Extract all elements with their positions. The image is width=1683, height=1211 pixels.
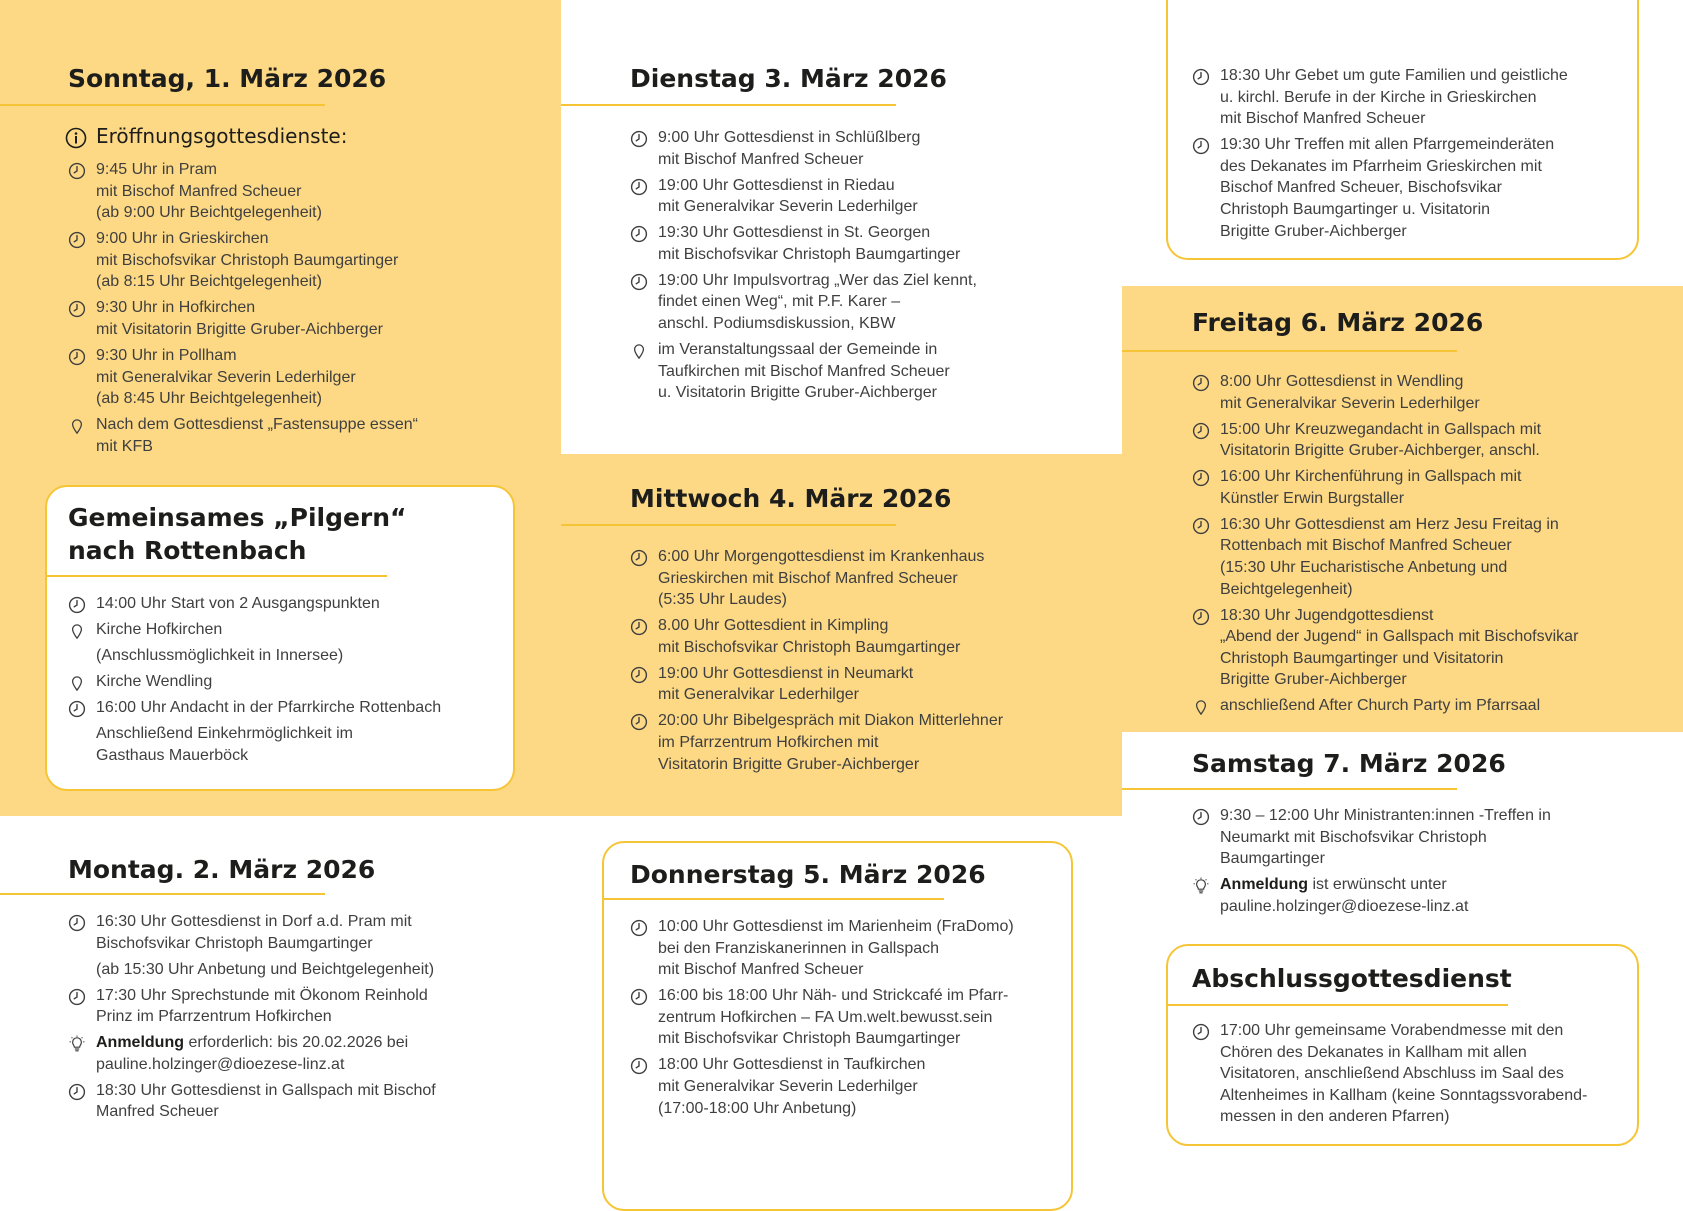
item-line: mit Generalvikar Severin Lederhilger xyxy=(658,1077,918,1095)
item-line: Künstler Erwin Burgstaller xyxy=(1220,489,1405,507)
item-line: u. kirchl. Berufe in der Kirche in Grieskirchen xyxy=(1220,88,1537,106)
saturday-section xyxy=(1192,747,1506,780)
friday-title: Freitag 6. März 2026 xyxy=(1192,308,1484,337)
list-item xyxy=(68,645,441,667)
item-line: Neumarkt mit Bischofsvikar Christoph xyxy=(1220,828,1487,846)
item-line xyxy=(1220,874,1551,896)
list-item xyxy=(1192,695,1578,717)
item-line: Manfred Scheuer xyxy=(96,1103,219,1121)
friday-title-underline xyxy=(1122,350,1457,352)
item-line: 9:30 – 12:00 Uhr Ministranten:innen -Treffen in xyxy=(1220,807,1551,824)
item-line: 19:00 Uhr Gottesdienst in Neumarkt xyxy=(658,664,914,682)
item-line: 16:00 bis 18:00 Uhr Näh- und Strickcafé im Pfarr- xyxy=(658,987,1009,1005)
list-item xyxy=(68,297,418,340)
list-item xyxy=(1192,371,1578,414)
list-item xyxy=(1192,805,1551,870)
clock-icon xyxy=(68,988,86,1006)
closing-section xyxy=(1192,962,1512,995)
thursday-evening-list xyxy=(1192,65,1568,247)
item-line: 20:00 Uhr Bibelgespräch mit Diakon Mitterlehner xyxy=(658,712,1004,730)
clock-icon xyxy=(1192,374,1210,392)
thursday-title-underline xyxy=(604,898,944,900)
item-line: 9:30 Uhr in Hofkirchen xyxy=(96,299,256,317)
item-line: 9:45 Uhr in Pram xyxy=(96,161,217,178)
item-line: mit KFB xyxy=(96,437,153,455)
item-line: (5:35 Uhr Laudes) xyxy=(658,591,787,609)
item-line: Altenheimes in Kallham (keine Sonntagssvorabend- xyxy=(1220,1086,1588,1104)
item-line: anschließend After Church Party im Pfarrsaal xyxy=(1220,697,1541,715)
item-line: 17:00 Uhr gemeinsame Vorabendmesse mit den xyxy=(1220,1022,1564,1039)
sunday-title: Sonntag, 1. März 2026 xyxy=(68,64,387,93)
item-line: mit Generalvikar Severin Lederhilger xyxy=(658,198,918,216)
item-line: 9:00 Uhr in Grieskirchen xyxy=(96,230,269,248)
clock-icon xyxy=(1192,469,1210,487)
clock-icon xyxy=(630,225,648,243)
item-line: pauline.holzinger@dioezese-linz.at xyxy=(1220,897,1469,915)
saturday-title: Samstag 7. März 2026 xyxy=(1192,749,1506,778)
wednesday-title-underline xyxy=(561,524,896,526)
lightbulb-icon xyxy=(1192,877,1210,895)
item-line: messen in den anderen Pfarren) xyxy=(1220,1108,1450,1126)
item-line: pauline.holzinger@dioezese-linz.at xyxy=(96,1055,345,1073)
item-line: Brigitte Gruber-Aichberger xyxy=(1220,671,1407,689)
monday-section xyxy=(68,853,375,886)
saturday-list xyxy=(1192,805,1551,922)
item-line: des Dekanates im Pfarrheim Grieskirchen mit xyxy=(1220,157,1542,175)
item-line: 18:00 Uhr Gottesdienst in Taufkirchen xyxy=(658,1056,926,1074)
item-line: 18:30 Uhr Gottesdienst in Gallspach mit Bischof xyxy=(96,1081,436,1099)
item-line: Rottenbach mit Bischof Manfred Scheuer xyxy=(1220,537,1512,555)
item-line: 19:00 Uhr Impulsvortrag „Wer das Ziel kennt, xyxy=(658,271,977,289)
pilgrimage-title-line1: Gemeinsames „Pilgern“ xyxy=(68,503,407,532)
clock-icon xyxy=(630,273,648,291)
item-line: (ab 8:15 Uhr Beichtgelegenheit) xyxy=(96,273,322,291)
sunday-title-underline xyxy=(0,104,325,106)
clock-icon xyxy=(68,162,86,180)
list-item xyxy=(630,270,977,335)
clock-icon xyxy=(68,1083,86,1101)
item-line: 17:30 Uhr Sprechstunde mit Ökonom Reinhold xyxy=(96,986,428,1004)
item-line: 8:00 Uhr Gottesdienst in Wendling xyxy=(1220,373,1464,390)
clock-icon xyxy=(630,988,648,1006)
item-line: findet einen Weg“, mit P.F. Karer – xyxy=(658,293,901,311)
pilgrimage-list xyxy=(68,593,441,771)
thursday-section xyxy=(630,858,986,891)
clock-icon xyxy=(1192,808,1210,826)
wednesday-title: Mittwoch 4. März 2026 xyxy=(630,484,952,513)
friday-section xyxy=(1192,306,1483,339)
item-line: Grieskirchen mit Bischof Manfred Scheuer xyxy=(658,569,958,587)
item-line: Anschließend Einkehrmöglichkeit im xyxy=(96,724,353,742)
item-line: Chören des Dekanates in Kallham mit allen xyxy=(1220,1043,1527,1061)
sunday-info xyxy=(68,122,347,150)
clock-icon xyxy=(68,231,86,249)
list-item xyxy=(630,663,1003,706)
item-line: mit Bischofsvikar Christoph Baumgartinger xyxy=(658,638,961,656)
item-line: 19:00 Uhr Gottesdienst in Riedau xyxy=(658,176,895,194)
item-line: im Veranstaltungssaal der Gemeinde in xyxy=(658,340,938,358)
item-line: Christoph Baumgartinger u. Visitatorin xyxy=(1220,200,1491,218)
item-line: mit Bischofsvikar Christoph Baumgartinger xyxy=(658,1030,961,1048)
item-line-rest: erforderlich: bis 20.02.2026 bei xyxy=(184,1034,409,1052)
location-pin-icon xyxy=(68,674,86,692)
list-item xyxy=(630,985,1014,1050)
item-line: 18:30 Uhr Gebet um gute Familien und geistliche xyxy=(1220,67,1568,84)
item-line: „Abend der Jugend“ in Gallspach mit Bischofsvikar xyxy=(1220,628,1579,646)
item-line: 10:00 Uhr Gottesdienst im Marienheim (FraDomo) xyxy=(658,918,1014,935)
wednesday-list xyxy=(630,546,1003,780)
list-item xyxy=(68,697,441,719)
clock-icon xyxy=(68,300,86,318)
item-line: (15:30 Uhr Eucharistische Anbetung und xyxy=(1220,558,1508,576)
item-line: (Anschlussmöglichkeit in Innersee) xyxy=(96,646,344,664)
list-item xyxy=(1192,419,1578,462)
item-line: mit Generalvikar Severin Lederhilger xyxy=(96,368,356,386)
thursday-title: Donnerstag 5. März 2026 xyxy=(630,860,986,889)
list-item xyxy=(1192,134,1568,242)
tuesday-list xyxy=(630,127,977,408)
clock-icon xyxy=(68,700,86,718)
item-line: mit Bischof Manfred Scheuer xyxy=(1220,110,1426,128)
item-line: Brigitte Gruber-Aichberger xyxy=(1220,222,1407,240)
item-line: zentrum Hofkirchen – FA Um.welt.bewusst.sein xyxy=(658,1008,993,1026)
clock-icon xyxy=(630,178,648,196)
item-line: 9:00 Uhr Gottesdienst in Schlüßlberg xyxy=(658,129,921,146)
location-pin-icon xyxy=(68,622,86,640)
item-bold-label: Anmeldung xyxy=(96,1034,184,1052)
item-line: 16:00 Uhr Kirchenführung in Gallspach mit xyxy=(1220,468,1522,486)
list-item xyxy=(1192,605,1578,691)
wednesday-section xyxy=(630,482,951,515)
item-line: mit Visitatorin Brigitte Gruber-Aichberger xyxy=(96,320,383,338)
list-item xyxy=(1192,1020,1587,1128)
item-line: 9:30 Uhr in Pollham xyxy=(96,346,237,364)
sunday-list xyxy=(68,159,418,462)
saturday-title-underline xyxy=(1122,788,1457,790)
monday-title: Montag. 2. März 2026 xyxy=(68,855,376,884)
list-item xyxy=(68,1080,436,1123)
list-item xyxy=(630,710,1003,775)
item-line: 6:00 Uhr Morgengottesdienst im Krankenhaus xyxy=(658,548,985,565)
list-item xyxy=(68,414,418,457)
list-item xyxy=(630,916,1014,981)
item-line: Prinz im Pfarrzentrum Hofkirchen xyxy=(96,1008,332,1026)
list-item xyxy=(68,159,418,224)
item-line: mit Bischof Manfred Scheuer xyxy=(658,150,864,168)
item-line xyxy=(96,1032,436,1054)
thursday-list xyxy=(630,916,1014,1124)
list-item xyxy=(68,345,418,410)
list-item xyxy=(68,619,441,641)
item-line: (17:00-18:00 Uhr Anbetung) xyxy=(658,1099,857,1117)
pilgrimage-title-line2: nach Rottenbach xyxy=(68,536,307,565)
item-line: Baumgartinger xyxy=(1220,850,1325,868)
item-line: 16:00 Uhr Andacht in der Pfarrkirche Rottenbach xyxy=(96,698,442,716)
clock-icon xyxy=(630,666,648,684)
info-icon xyxy=(65,127,87,149)
list-item xyxy=(68,723,441,766)
list-item xyxy=(1192,874,1551,917)
item-line: Beichtgelegenheit) xyxy=(1220,580,1353,598)
clock-icon xyxy=(630,130,648,148)
item-line: 8.00 Uhr Gottesdient in Kimpling xyxy=(658,617,889,635)
pilgrimage-section xyxy=(68,501,407,567)
location-pin-icon xyxy=(630,342,648,360)
list-item xyxy=(68,911,436,954)
item-line: 19:30 Uhr Treffen mit allen Pfarrgemeinderäten xyxy=(1220,136,1555,154)
item-line: (ab 15:30 Uhr Anbetung und Beichtgelegenheit) xyxy=(96,960,435,978)
clock-icon xyxy=(1192,517,1210,535)
item-line: 18:30 Uhr Jugendgottesdienst xyxy=(1220,606,1434,624)
item-line: u. Visitatorin Brigitte Gruber-Aichberger xyxy=(658,384,937,402)
list-item xyxy=(630,339,977,404)
item-line: 16:30 Uhr Gottesdienst in Dorf a.d. Pram mit xyxy=(96,913,412,930)
closing-list xyxy=(1192,1020,1587,1132)
list-item xyxy=(1192,514,1578,600)
list-item xyxy=(68,593,441,615)
monday-title-underline xyxy=(0,893,325,895)
clock-icon xyxy=(1192,1023,1210,1041)
list-item xyxy=(68,985,436,1028)
item-line: mit Bischofsvikar Christoph Baumgartinger xyxy=(658,245,961,263)
clock-icon xyxy=(1192,608,1210,626)
clock-icon xyxy=(630,549,648,567)
item-line: Bischof Manfred Scheuer, Bischofsvikar xyxy=(1220,179,1502,197)
list-item xyxy=(68,671,441,693)
clock-icon xyxy=(630,618,648,636)
list-item xyxy=(630,615,1003,658)
clock-icon xyxy=(630,1057,648,1075)
tuesday-title-underline xyxy=(561,104,896,106)
clock-icon xyxy=(1192,68,1210,86)
item-line: Gasthaus Mauerböck xyxy=(96,746,249,764)
clock-icon xyxy=(630,919,648,937)
item-line: 14:00 Uhr Start von 2 Ausgangspunkten xyxy=(96,595,380,612)
sunday-info-heading: Eröffnungsgottesdienste: xyxy=(96,124,348,148)
clock-icon xyxy=(68,596,86,614)
sunday-section xyxy=(68,62,386,95)
item-line: mit Bischofsvikar Christoph Baumgartinger xyxy=(96,251,399,269)
pilgrimage-title-underline xyxy=(47,575,387,577)
item-line: Visitatorin Brigitte Gruber-Aichberger xyxy=(658,755,920,773)
tuesday-title: Dienstag 3. März 2026 xyxy=(630,64,947,93)
list-item xyxy=(630,1054,1014,1119)
location-pin-icon xyxy=(68,417,86,435)
item-line: im Pfarrzentrum Hofkirchen mit xyxy=(658,733,879,751)
closing-title: Abschlussgottesdienst xyxy=(1192,964,1512,993)
item-line-rest: ist erwünscht unter xyxy=(1308,876,1447,894)
item-line: 15:00 Uhr Kreuzwegandacht in Gallspach mit xyxy=(1220,420,1542,438)
item-line: mit Generalvikar Lederhilger xyxy=(658,686,859,704)
item-line: mit Bischof Manfred Scheuer xyxy=(658,961,864,979)
item-line: (ab 9:00 Uhr Beichtgelegenheit) xyxy=(96,204,322,222)
clock-icon xyxy=(1192,422,1210,440)
clock-icon xyxy=(68,914,86,932)
item-line: anschl. Podiumsdiskussion, KBW xyxy=(658,314,896,332)
item-line: Bischofsvikar Christoph Baumgartinger xyxy=(96,934,373,952)
list-item xyxy=(630,175,977,218)
list-item xyxy=(68,1032,436,1075)
item-line: 19:30 Uhr Gottesdienst in St. Georgen xyxy=(658,224,931,242)
list-item xyxy=(1192,466,1578,509)
list-item xyxy=(68,959,436,981)
item-line: Christoph Baumgartinger und Visitatorin xyxy=(1220,649,1504,667)
item-line: Visitatoren, anschließend Abschluss im Saal des xyxy=(1220,1065,1564,1083)
item-line: Kirche Wendling xyxy=(96,672,213,690)
item-line: mit Generalvikar Severin Lederhilger xyxy=(1220,394,1480,412)
item-line: 16:30 Uhr Gottesdienst am Herz Jesu Freitag in xyxy=(1220,515,1559,533)
location-pin-icon xyxy=(1192,698,1210,716)
friday-list xyxy=(1192,371,1578,721)
item-line: Taufkirchen mit Bischof Manfred Scheuer xyxy=(658,362,950,380)
list-item xyxy=(68,228,418,293)
clock-icon xyxy=(68,348,86,366)
item-line: (ab 8:45 Uhr Beichtgelegenheit) xyxy=(96,390,322,408)
item-line: mit Bischof Manfred Scheuer xyxy=(96,182,302,200)
clock-icon xyxy=(630,713,648,731)
item-line: bei den Franziskanerinnen in Gallspach xyxy=(658,939,940,957)
list-item xyxy=(630,546,1003,611)
item-line: Nach dem Gottesdienst „Fastensuppe essen“ xyxy=(96,416,418,434)
item-bold-label: Anmeldung xyxy=(1220,876,1308,894)
tuesday-section xyxy=(630,62,947,95)
list-item xyxy=(630,222,977,265)
clock-icon xyxy=(1192,137,1210,155)
item-line: Kirche Hofkirchen xyxy=(96,620,223,638)
list-item xyxy=(1192,65,1568,130)
item-line: Visitatorin Brigitte Gruber-Aichberger, anschl. xyxy=(1220,442,1540,460)
closing-title-underline xyxy=(1168,1004,1508,1006)
monday-list xyxy=(68,911,436,1127)
list-item xyxy=(630,127,977,170)
lightbulb-icon xyxy=(68,1035,86,1053)
